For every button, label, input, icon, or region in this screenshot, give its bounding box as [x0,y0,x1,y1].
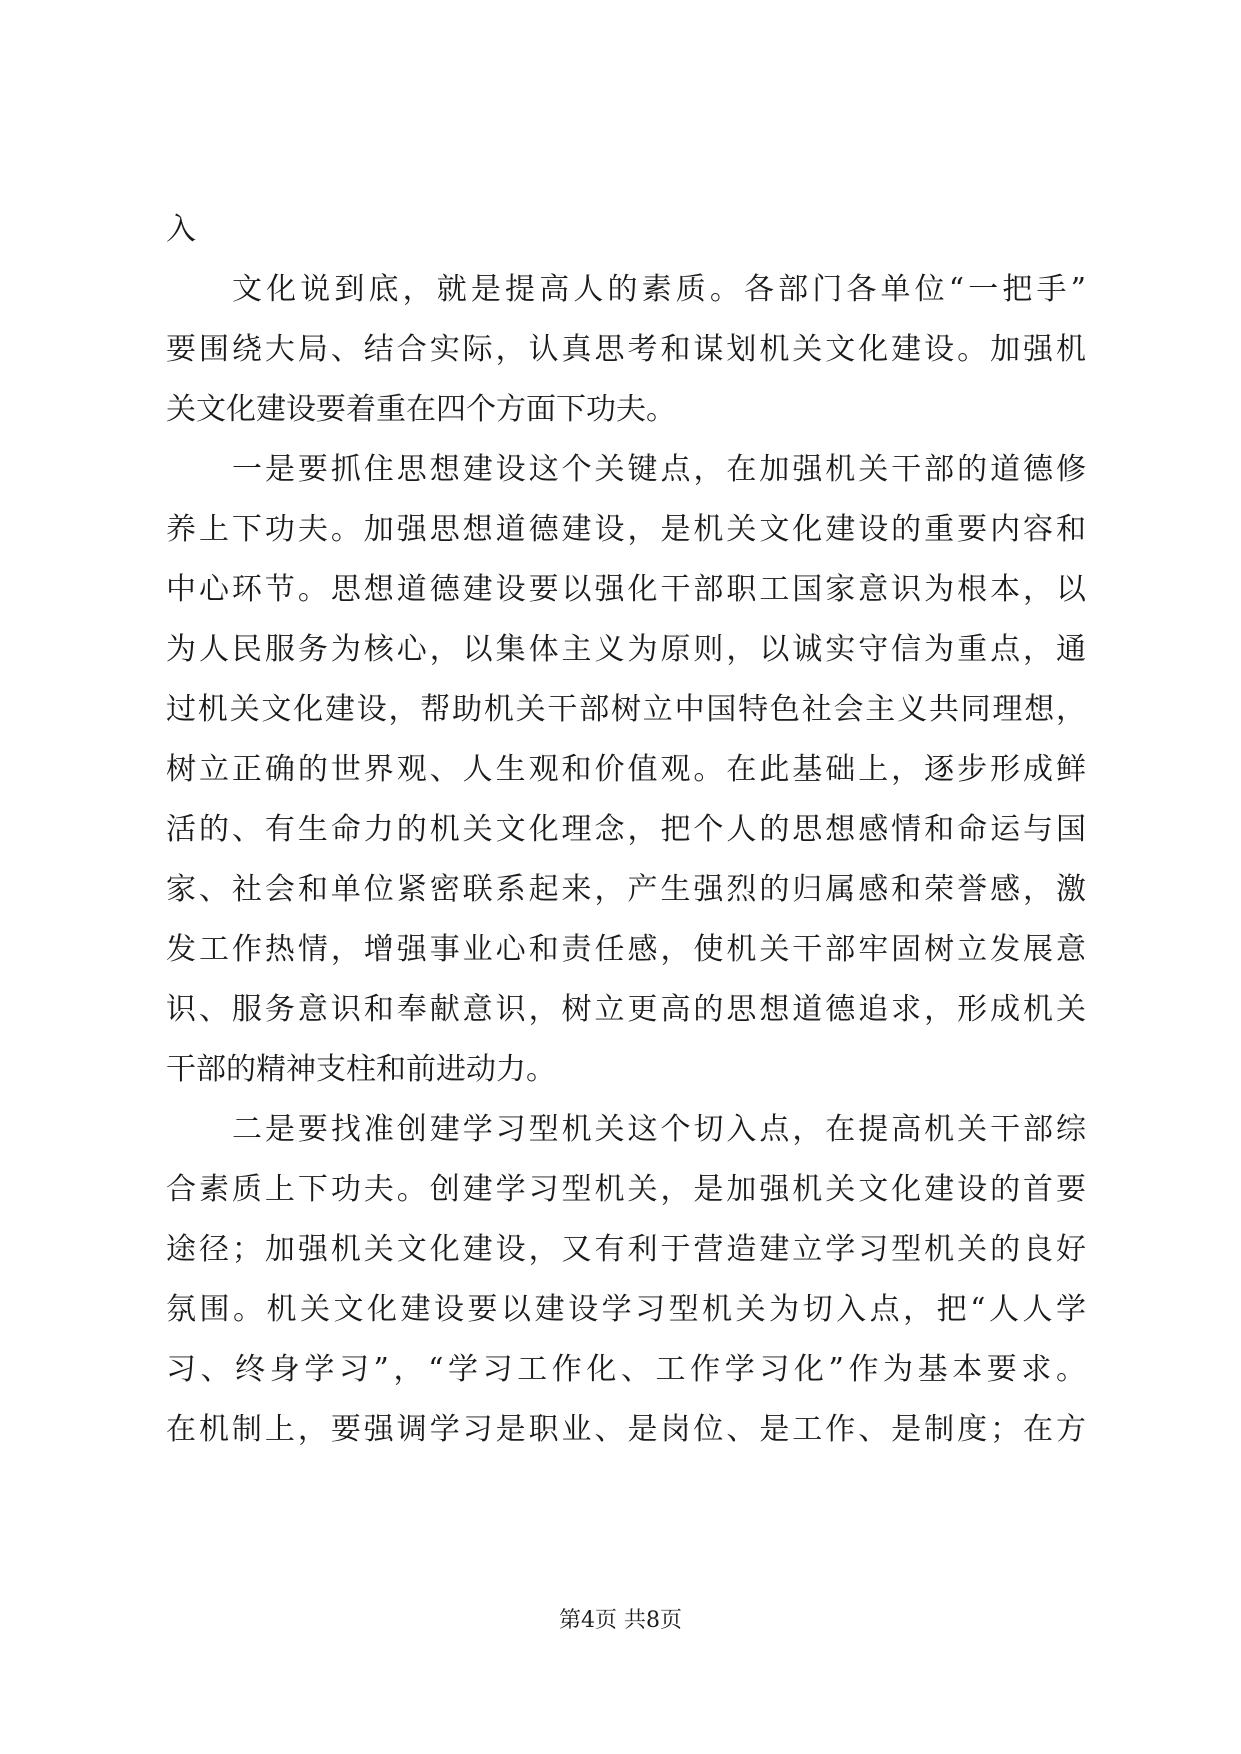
page-footer: 第4页 共8页 [559,1608,682,1633]
text-line: 关文化建设要着重在四个方面下功夫。 [166,392,676,427]
text-line: 要围绕大局、结合实际，认真思考和谋划机关文化建设。加强机 [166,332,1086,367]
text-line: 习、终身学习”，“学习工作化、工作学习化”作为基本要求。 [166,1352,1086,1387]
text-line: 树立正确的世界观、人生观和价值观。在此基础上，逐步形成鲜 [166,752,1086,787]
text-line: 在机制上，要强调学习是职业、是岗位、是工作、是制度；在方 [166,1412,1086,1447]
text-line: 中心环节。思想道德建设要以强化干部职工国家意识为根本，以 [166,572,1086,607]
text-line: 养上下功夫。加强思想道德建设，是机关文化建设的重要内容和 [166,512,1086,547]
text-line: 干部的精神支柱和前进动力。 [166,1052,556,1087]
text-line: 二是要找准创建学习型机关这个切入点，在提高机关干部综 [232,1112,1086,1147]
text-line: 合素质上下功夫。创建学习型机关，是加强机关文化建设的首要 [166,1172,1086,1207]
text-line: 发工作热情，增强事业心和责任感，使机关干部牢固树立发展意 [166,932,1086,967]
text-line: 过机关文化建设，帮助机关干部树立中国特色社会主义共同理想， [166,692,1086,727]
text-line: 活的、有生命力的机关文化理念，把个人的思想感情和命运与国 [166,812,1086,847]
text-line: 家、社会和单位紧密联系起来，产生强烈的归属感和荣誉感，激 [166,872,1086,907]
text-line: 文化说到底，就是提高人的素质。各部门各单位“一把手” [232,272,1086,307]
text-line: 为人民服务为核心，以集体主义为原则，以诚实守信为重点，通 [166,632,1086,667]
text-line: 氛围。机关文化建设要以建设学习型机关为切入点，把“人人学 [166,1292,1086,1327]
text-line: 途径；加强机关文化建设，又有利于营造建立学习型机关的良好 [166,1232,1086,1267]
text-line: 一是要抓住思想建设这个关键点，在加强机关干部的道德修 [232,452,1086,487]
text-line: 入 [166,212,196,247]
text-line: 识、服务意识和奉献意识，树立更高的思想道德追求，形成机关 [166,992,1086,1027]
